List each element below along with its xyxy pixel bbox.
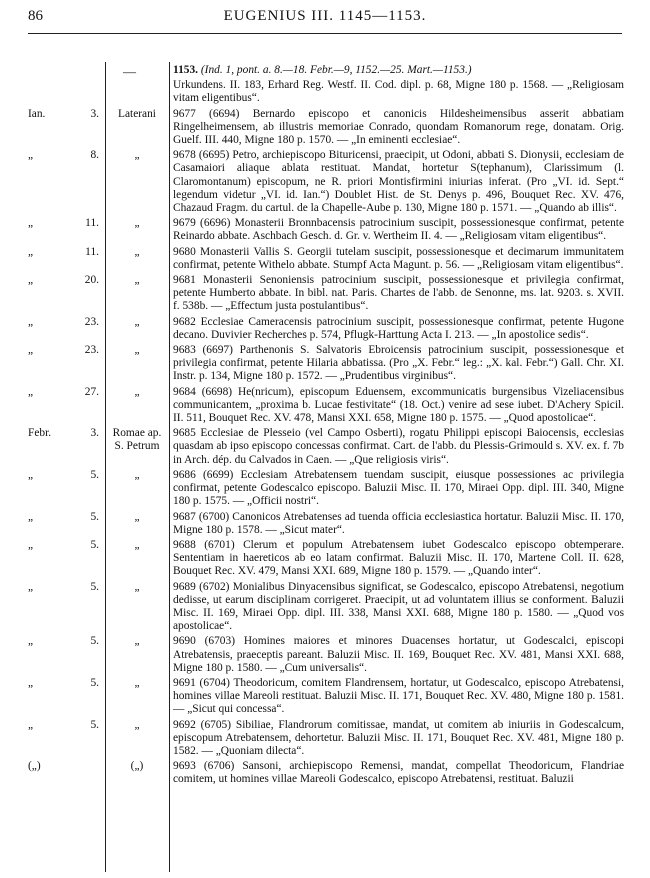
entry-day: 23. [84,315,99,328]
entry-day: 5. [90,718,99,731]
entry-place: „ [134,245,140,258]
entry-date [28,386,105,426]
regest-entry [28,469,624,509]
entry-text: 9680 Monasterii Vallis S. Georgii tutelam suscipit, possessionesque et decimarum immunitatem confirmat, petente Withelo abbate. Stumpf Acta Magunt. p. 56. — „Religiosam vitam eligentibus“. [173,245,624,271]
entry-text: 9685 Ecclesiae de Plesseio (vel Campo Osberti), rogatu Philippi episcopi Baiocensis, ecclesias quasdam ab ipso episcopo concessas confirmat. Cart. de l'abb. du Plessis-Grimould s. XV. ex. f. 7b in Arch. dép. du Calvados in Caen. — „Que religiosis viris“. [173,427,624,466]
entry-text: 9677 (6694) Bernardo episcopo et canonicis Hildesheimensibus asserit abbatiam Ringelheimensem, ab illustris memoriae Conrado, quondam Romanorum rege, donatam. Orig. Guelf. III. 440, Migne 180 p. 1570. — „In eminenti ecclesiae“. [173,107,624,147]
regest-entry [28,581,624,634]
entry-date [28,149,105,215]
entry-month: „ [28,315,34,328]
entry-text: 9681 Monasterii Senoniensis patrocinium suscipit, possessionesque et privilegia confirmat, petente Humberto abbate. In bibl. nat. Paris. Chartes de l'abb. de Senonne, ms. lat. 9203. s. XVII. f. 538b. — „Effectum justa postulantibus“. [173,274,624,313]
entry-text: 9678 (6695) Petro, archiepiscopo Bituricensi, praecipit, ut Odoni, abbati S. Dionysii, ecclesiam de Casamaiori aliaque ablata restituat. Mandat, hortetur S(tephanum), Clarissimum (l. Claromontanum) episcopum, ne R. priori Montisfirmini iniurias inferat. (Pro „VI. id. Sept.“ legendum videtur „VI. id. Ian.“) Doublet Hist. de St. Denys p. 496, Bouquet Rec. XV. 476, Chazaud Fragm. du cartul. de la Chapelle-Aube p. 130, Migne 180 p. 1571. — „Quando ab illis“. [173,149,624,215]
entry-month: „ [28,538,34,551]
entry-month: „ [28,635,34,648]
entry-month: „ [28,245,34,258]
running-title: EUGENIUS III. 1145—1153. [223,8,427,24]
regest-entry [28,635,624,675]
entry-day: 5. [90,676,99,689]
entry-day: 5. [90,635,99,648]
regest-entry [28,344,624,384]
year-number: 1153. [173,64,198,76]
entry-date [28,246,105,272]
entry-place: „ [134,217,140,230]
entry-date [28,108,105,148]
entry-text: 9690 (6703) Homines maiores et minores Duacenses hortatur, ut Godescalci, episcopi Atrebatensis, praeceptis pareant. Baluzii Misc. II. 169, Bouquet Rec. XV. 481, Mansi XXI. 688, Migne 180 p. 1580. — „Cum universalis“. [173,635,624,674]
regest-entry [28,719,624,759]
entry-date [28,511,105,537]
entry-place: „ [134,149,140,162]
entry-day: 3. [90,107,99,120]
entry-text: 9684 (6698) He(nricum), episcopum Eduensem, excommunicatis burgensibus Vizeliacensibus communicantem, „proxima b. Lucae festivitate“ (18. Oct.) venire ad sese iubet. D'Achery Spicil. II. 511, Bouquet Rec. XV. 478, Mansi XXI. 658, Migne 180 p. 1575. — „Quod apostolicae“. [173,385,624,425]
entry-place: „ [134,385,140,398]
entry-date [28,469,105,509]
entry-text: 9688 (6701) Clerum et populum Atrebatensem iubet Godescalco episcopo obtemperare. Sententiam in haereticos ab eo latam confirmat. Baluzii Misc. II. 170, Martene Coll. II. 628, Bouquet Rec. XV. 479, Mansi XXI. 689, Migne 180 p. 1579. — „Quando inter“. [173,538,624,578]
entry-place: Laterani [118,107,156,120]
regest-entry [28,149,624,215]
page-header [28,8,622,30]
year-heading-row [28,64,624,77]
regest-entry [28,79,624,105]
entry-text: 9682 Ecclesiae Cameracensis patrocinium suscipit, possessionesque confirmat, petente Hugone decano. Duvivier Recherches p. 574, Pflugk-Harttung Acta I. 213. — „In apostolice sedis“. [173,315,624,341]
top-mark: — [123,64,136,79]
entry-place: „ [134,510,140,523]
entry-month: Ian. [28,107,46,120]
entry-date [28,316,105,342]
entry-month: „ [28,217,34,230]
entry-place: „ [134,538,140,551]
regesta-list [28,64,624,789]
entry-date [28,760,105,786]
regest-entry [28,427,624,467]
entry-day [71,760,99,786]
regest-entry [28,274,624,314]
entry-place: „ [134,468,140,481]
entry-day: 11. [85,217,99,230]
entry-day: 8. [90,149,99,162]
entry-month: „ [28,468,34,481]
entry-date [28,344,105,384]
entry-place: „ [134,274,140,287]
entry-text: 9683 (6697) Parthenonis S. Salvatoris Ebroicensis patrocinium suscipit, possessionesque et privilegia confirmat, petente Hilaria abbatissa. (Pro „X. Febr.“ leg.: „X. kal. Febr.“) Gall. Chr. XI. Instr. p. 134, Migne 180 p. 1572. — „Prudentibus virginibus“. [173,344,624,383]
entry-day: 23. [84,344,99,357]
entry-date [28,427,105,467]
regest-entry [28,386,624,426]
entry-place: „ [134,635,140,648]
entry-day: 5. [90,510,99,523]
entry-date [28,581,105,634]
entry-month: „ [28,274,34,287]
regest-entry [28,511,624,537]
entry-month: „ [28,718,34,731]
regest-entry [28,246,624,272]
entry-day: 5. [90,580,99,593]
entry-text: 9689 (6702) Monialibus Dinyacensibus significat, se Godescalco, episcopo Atrebatensi, negotium dedisse, ut earum disciplinam corrigeret. Praecipit, ut ad voluntatem illius se conforment. Baluzii Misc. II. 169, Miraei Opp. dipl. III. 338, Mansi XXI. 688, Migne 180 p. 1580. — „Quod vos apostolicae“. [173,580,624,633]
year-heading [169,64,624,77]
entry-month: „ [28,149,34,162]
entry-day: 5. [90,468,99,481]
entry-text: 9679 (6696) Monasterii Bronnbacensis patrocinium suscipit, possessionesque confirmat, petente Reinardo abbate. Aschbach Gesch. d. Gr. v. Wertheim II. 4. — „Religiosam vitam eligentibus“. [173,217,624,243]
entry-day: 11. [85,245,99,258]
regest-entry [28,316,624,342]
entry-month: Febr. [28,427,52,440]
entry-month: („) [28,760,41,773]
entry-date [28,635,105,675]
header-rule [28,33,622,34]
entry-date [28,274,105,314]
entry-month [28,79,56,105]
entry-place [105,79,169,105]
entry-date [28,217,105,243]
regest-entry [28,108,624,148]
page-number: 86 [28,8,43,24]
entry-text: 9686 (6699) Ecclesiam Atrebatensem tuendam suscipit, eiusque possessiones ac privilegia confirmat, petente Godescalco episcopo. Baluzii Misc. II. 170, Miraei Opp. dipl. III. 340, Migne 180 p. 1575. — „Officii nostri“. [173,468,624,508]
entry-text: Urkundens. II. 183, Erhard Reg. Westf. II. Cod. dipl. p. 68, Migne 180 p. 1568. — „Religiosam vitam eligentibus“. [173,79,624,105]
entry-day: 3. [90,427,99,440]
regest-entry [28,217,624,243]
entry-month: „ [28,385,34,398]
regest-entry [28,539,624,579]
entry-month: „ [28,344,34,357]
entry-text: 9693 (6706) Sansoni, archiepiscopo Remensi, mandat, compellat Theodoricum, Flandriae comitem, ut homines villae Mareoli Godescalco, episcopo Atrebatensi, restituat. Baluzii [173,760,624,786]
entry-date [28,539,105,579]
regest-entry [28,677,624,717]
entry-day: 5. [90,538,99,551]
entry-place: „ [134,676,140,689]
entry-date [28,79,105,105]
entry-text: 9687 (6700) Canonicos Atrebatenses ad tuenda officia ecclesiastica hortatur. Baluzii Misc. II. 170, Migne 180 p. 1578. — „Sicut mater“. [173,510,624,536]
regest-entry [28,760,624,786]
entry-day: 20. [84,274,99,287]
entry-month: „ [28,510,34,523]
entry-date [28,719,105,759]
entries-container [28,79,624,786]
entry-place: „ [134,718,140,731]
year-detail: (Ind. 1, pont. a. 8.—18. Febr.—9, 1152.—25. Mart.—1153.) [200,64,472,76]
entry-month: „ [28,580,34,593]
entry-day: 27. [84,385,99,398]
entry-month: „ [28,676,34,689]
entry-place: „ [134,344,140,357]
entry-date [28,677,105,717]
entry-place: „ [134,580,140,593]
entry-place: („) [130,760,144,773]
entry-place: Romae ap. S. Petrum [112,427,162,453]
entry-day [71,79,99,105]
entry-text: 9692 (6705) Sibiliae, Flandrorum comitissae, mandat, ut comitem ab iniuriis in Godescalcum, episcopum Atrebatensem, dehortetur. Baluzii Misc. II. 171, Bouquet Rec. XV. 481, Migne 180 p. 1582. — „Quoniam dilecta“. [173,718,624,757]
entry-text: 9691 (6704) Theodoricum, comitem Flandrensem, hortatur, ut Godescalco, episcopo Atrebatensi, homines villae Mareoli restituat. Baluzii Misc. II. 171, Bouquet Rec. XV. 480, Migne 180 p. 1581. — „Sicut qui concessa“. [173,676,624,716]
entry-place: „ [134,315,140,328]
